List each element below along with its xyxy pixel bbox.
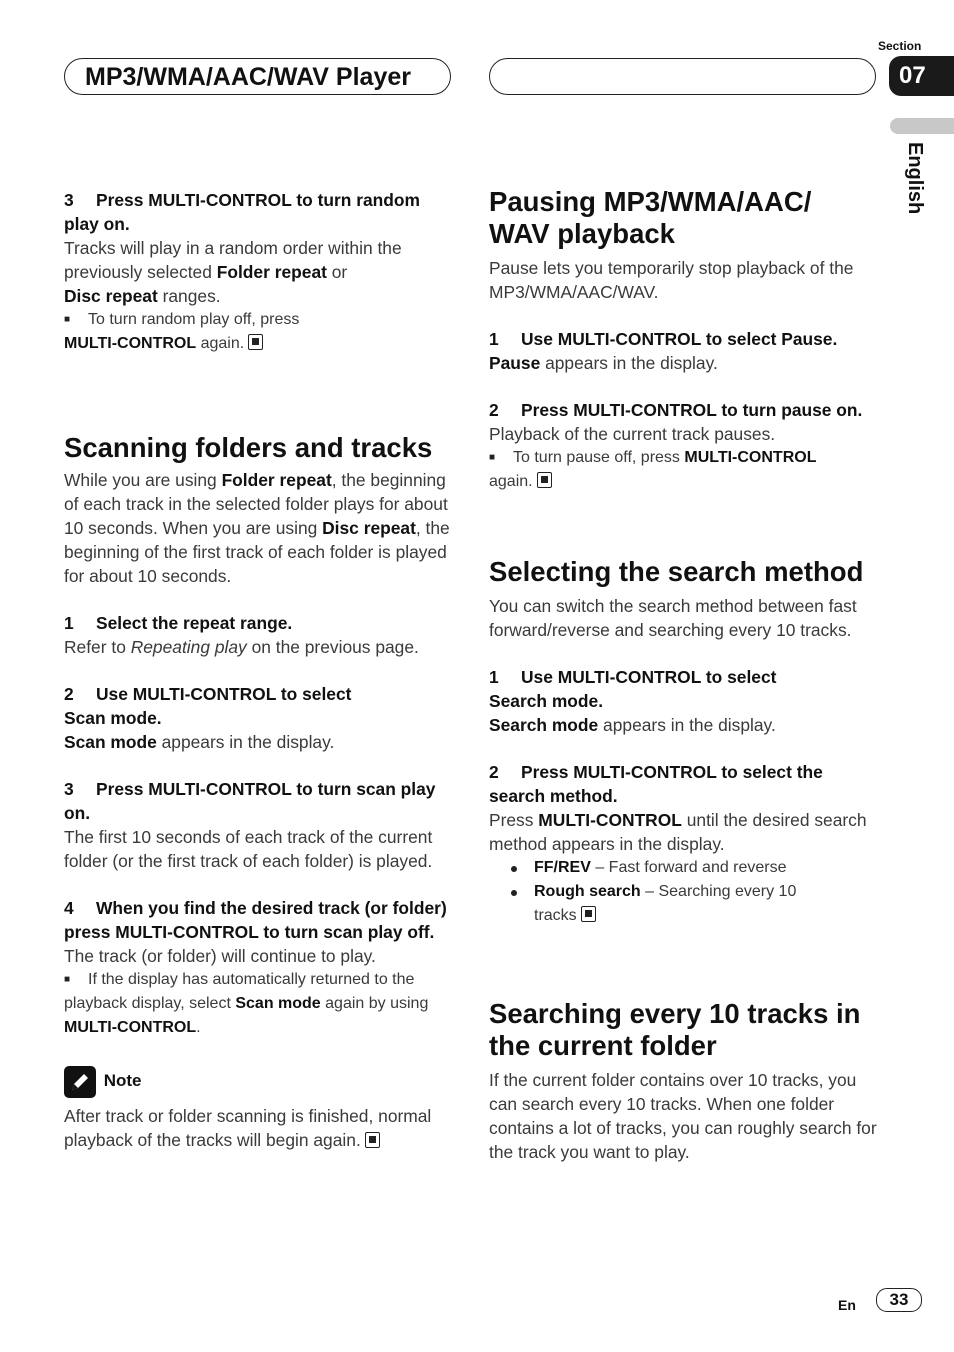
text: After track or folder scanning is finished, normal playback of the tracks will begin again. <box>64 1106 432 1150</box>
note-label: Note <box>103 1071 142 1091</box>
scan-step-3 <box>64 777 454 825</box>
step-number: 3 <box>64 190 74 210</box>
pause-step-1 <box>489 327 879 351</box>
multi-control-term: MULTI-CONTROL <box>684 449 817 466</box>
note-text <box>64 1104 454 1152</box>
scan-step-4 <box>64 896 454 944</box>
language-tab-marker <box>890 118 954 134</box>
search-method-heading: Selecting the search method <box>489 556 864 587</box>
step-number: 2 <box>64 684 74 704</box>
search-mode-term: Search mode <box>489 715 599 735</box>
step-number: 2 <box>489 762 499 782</box>
end-mark-icon <box>537 472 552 488</box>
step-text: Press MULTI-CONTROL to turn scan play on. <box>64 779 436 823</box>
right-column <box>489 186 879 1164</box>
step-text: Use MULTI-CONTROL to select Scan mode. <box>64 684 352 728</box>
search-step-2-desc <box>489 808 879 856</box>
list-item <box>489 880 814 928</box>
disc-repeat-term: Disc repeat <box>64 286 158 306</box>
list-item <box>489 856 879 880</box>
scan-step-2 <box>64 682 384 730</box>
step-number: 2 <box>489 400 499 420</box>
text: – Searching every 10 tracks <box>534 883 797 924</box>
step-text: Press MULTI-CONTROL to turn pause on. <box>521 400 863 420</box>
note-header <box>64 1066 454 1098</box>
text: , the beginning of each track in the selected folder plays for about 10 seconds. When you are using <box>64 470 448 538</box>
language-label: English <box>904 142 926 215</box>
header-blank-pill <box>489 58 876 95</box>
pause-step-2-desc: Playback of the current track pauses. <box>489 424 776 444</box>
pause-term: Pause <box>489 353 541 373</box>
step-text: Use MULTI-CONTROL to select Search mode. <box>489 667 777 711</box>
scanning-heading: Scanning folders and tracks <box>64 432 433 463</box>
step-text: When you find the desired track (or folder) press MULTI-CONTROL to turn scan play off. <box>64 898 447 942</box>
search-step-1 <box>489 665 809 713</box>
step-text: Press MULTI-CONTROL to turn random play on. <box>64 190 420 234</box>
scan-mode-term: Scan mode <box>235 995 321 1012</box>
reference-text: Repeating play <box>130 637 247 657</box>
scan-step-1 <box>64 611 454 635</box>
step-number: 1 <box>489 667 499 687</box>
scan-step-1-desc <box>64 635 454 659</box>
step-number: 1 <box>64 613 74 633</box>
text: until the desired search method appears in the display. <box>489 810 867 854</box>
page-number: 33 <box>876 1288 922 1312</box>
text: appears in the display. <box>598 715 776 735</box>
text: To turn pause off, press <box>513 449 685 466</box>
step-number: 4 <box>64 898 74 918</box>
scan-step-2-desc <box>64 730 454 754</box>
text: , the beginning of the first track of each folder is played for about 10 seconds. <box>64 518 450 586</box>
text: Tracks will play in a random order within the previously selected <box>64 238 402 282</box>
search-options-list <box>489 856 879 928</box>
text: or <box>326 262 348 282</box>
step-text: Press MULTI-CONTROL to select the search method. <box>489 762 823 806</box>
scan-step-4-tip <box>64 968 454 1040</box>
pause-step-2 <box>489 398 879 422</box>
text: ranges. <box>157 286 221 306</box>
multi-control-term: MULTI-CONTROL <box>64 1019 197 1036</box>
square-bullet-icon: ■ <box>489 452 496 463</box>
text: Press <box>489 810 539 830</box>
section-number: 07 <box>889 56 954 96</box>
every-10-intro: If the current folder contains over 10 tracks, you can search every 10 tracks. When one folder contains a lot of tracks, you can roughly search for the track you want to play. <box>489 1070 877 1162</box>
scan-step-4-desc: The track (or folder) will continue to play. <box>64 946 376 966</box>
pause-tip <box>489 446 879 494</box>
text: Refer to <box>64 637 131 657</box>
text: again by using <box>320 995 429 1012</box>
pausing-intro: Pause lets you temporarily stop playback of the MP3/WMA/AAC/WAV. <box>489 258 854 302</box>
folder-repeat-term: Folder repeat <box>221 470 332 490</box>
end-mark-icon <box>248 334 263 350</box>
header-title-pill <box>64 58 451 95</box>
random-step-3 <box>64 188 454 236</box>
text: on the previous page. <box>246 637 419 657</box>
end-mark-icon <box>581 906 596 922</box>
every-10-heading: Searching every 10 tracks in the current folder <box>489 998 861 1061</box>
random-tip <box>64 308 454 356</box>
text: – Fast forward and reverse <box>590 859 787 876</box>
text: again. <box>196 335 245 352</box>
footer-lang-code: En <box>838 1297 856 1313</box>
square-bullet-icon: ■ <box>64 974 71 985</box>
pausing-heading: Pausing MP3/WMA/AAC/ WAV playback <box>489 186 812 249</box>
pencil-icon <box>64 1066 96 1098</box>
square-bullet-icon: ■ <box>64 314 71 325</box>
left-column <box>64 188 454 1152</box>
multi-control-term: MULTI-CONTROL <box>64 335 197 352</box>
ff-rev-term: FF/REV <box>534 859 591 876</box>
rough-search-term: Rough search <box>534 883 641 900</box>
pause-step-1-desc <box>489 351 879 375</box>
text: While you are using <box>64 470 222 490</box>
search-step-1-desc <box>489 713 879 737</box>
search-step-2 <box>489 760 879 808</box>
multi-control-term: MULTI-CONTROL <box>538 810 682 830</box>
step-number: 1 <box>489 329 499 349</box>
step-text: Use MULTI-CONTROL to select Pause. <box>521 329 838 349</box>
text: If the display has automatically returned to the playback display, select <box>64 971 415 1012</box>
scanning-intro <box>64 468 454 588</box>
text: . <box>196 1019 201 1036</box>
search-method-intro: You can switch the search method between fast forward/reverse and searching every 10 tracks. <box>489 596 857 640</box>
step-text: Select the repeat range. <box>96 613 293 633</box>
text: appears in the display. <box>540 353 718 373</box>
text: appears in the display. <box>156 732 335 752</box>
scan-mode-term: Scan mode <box>64 732 157 752</box>
section-label: Section <box>878 39 922 53</box>
step-number: 3 <box>64 779 74 799</box>
scan-step-3-desc: The first 10 seconds of each track of the current folder (or the first track of each folder) is played. <box>64 827 433 871</box>
random-description <box>64 236 454 308</box>
end-mark-icon <box>365 1132 380 1148</box>
folder-repeat-term: Folder repeat <box>216 262 327 282</box>
page-title: MP3/WMA/AAC/WAV Player <box>85 63 411 91</box>
text: again. <box>489 473 533 490</box>
disc-repeat-term: Disc repeat <box>322 518 416 538</box>
text: To turn random play off, press <box>88 311 300 328</box>
